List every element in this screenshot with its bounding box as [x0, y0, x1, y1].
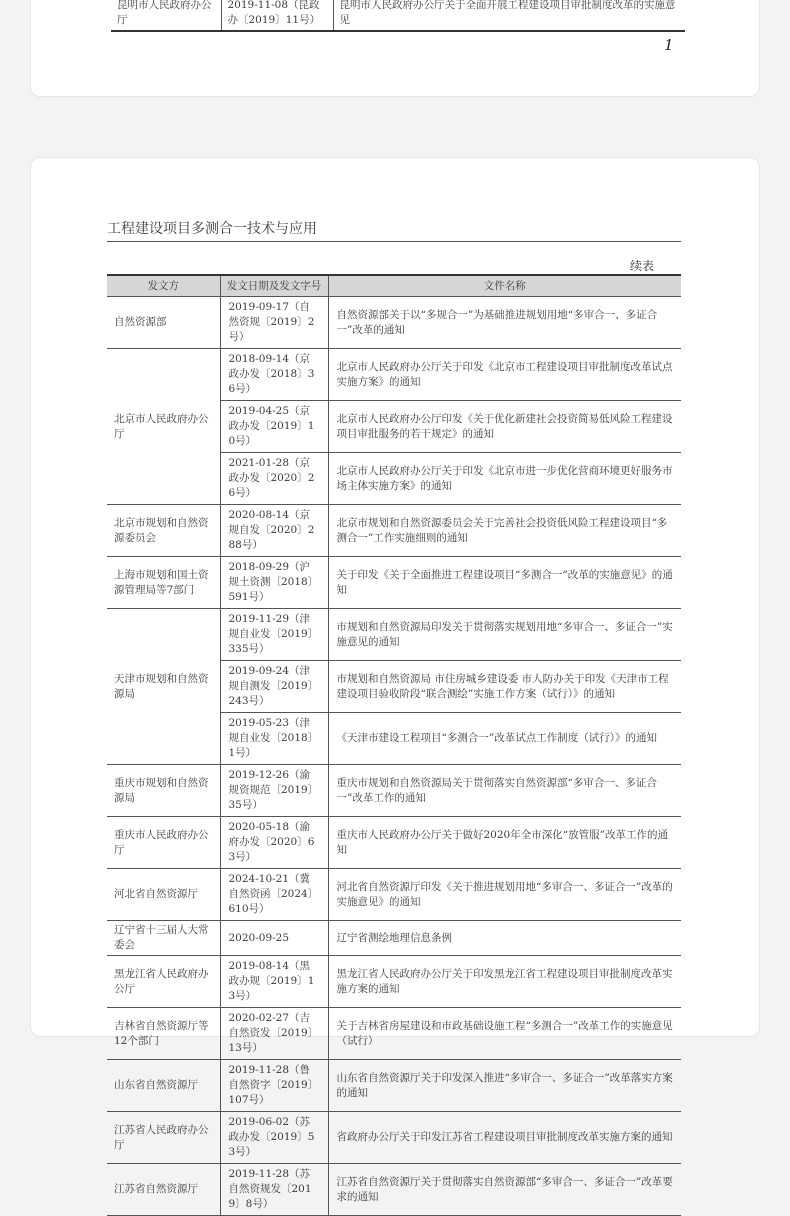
continued-label: 续表 [630, 259, 655, 273]
date-doc-cell: 2019-11-29（津规自业发〔2019〕335号） [220, 609, 328, 661]
header-date-doc: 发文日期及发文字号 [220, 275, 328, 297]
document-name-cell: 辽宁省测绘地理信息条例 [328, 921, 681, 956]
document-name-cell: 关于印发《关于全面推进工程建设项目“多测合一”改革的实施意见》的通知 [328, 557, 681, 609]
issuer-cell: 辽宁省十三届人大常委会 [107, 921, 220, 956]
date-doc-cell: 2019-04-25（京政办发〔2019〕10号） [220, 401, 328, 453]
document-name-cell: 山东省自然资源厅关于印发深入推进“多审合一、多证合一”改革落实方案的通知 [328, 1060, 681, 1112]
document-name-cell: 北京市人民政府办公厅印发《关于优化新建社会投资简易低风险工程建设项目审批服务的若干规定》的通知 [328, 401, 681, 453]
document-name-cell: 昆明市人民政府办公厅关于全面开展工程建设项目审批制度改革的实施意见 [333, 0, 685, 31]
issuer-cell: 山东省自然资源厅 [107, 1060, 220, 1112]
issuer-cell: 江苏省自然资源厅 [107, 1164, 220, 1216]
previous-page [30, 0, 760, 97]
document-name-cell: 北京市人民政府办公厅关于印发《北京市进一步优化营商环境更好服务市场主体实施方案》的通知 [328, 453, 681, 505]
issuer-cell: 昆明市人民政府办公厅 [111, 0, 221, 31]
date-doc-cell: 2021-01-28（京政办发〔2020〕26号） [220, 453, 328, 505]
document-name-cell: 自然资源部关于以“多规合一”为基础推进规划用地“多审合一、多证合一”改革的通知 [328, 297, 681, 349]
document-name-cell: 北京市规划和自然资源委员会关于完善社会投资低风险工程建设项目“多测合一”工作实施细则的通知 [328, 505, 681, 557]
page-number: 1 [664, 36, 674, 54]
table-row [107, 349, 681, 401]
date-doc-cell: 2019-09-17（自然资规〔2019〕2号） [220, 297, 328, 349]
date-doc-cell: 2020-08-14（京规自发〔2020〕288号） [220, 505, 328, 557]
document-name-cell: 《天津市建设工程项目“多测合一”改革试点工作制度（试行）》的通知 [328, 713, 681, 765]
issuer-cell: 北京市规划和自然资源委员会 [107, 505, 220, 557]
issuer-cell: 重庆市规划和自然资源局 [107, 765, 220, 817]
table-row [107, 1060, 681, 1112]
date-doc-cell: 2020-02-27（吉自然资发〔2019〕13号） [220, 1008, 328, 1060]
title-rule [107, 241, 681, 242]
table-row [107, 1112, 681, 1164]
table-row [107, 817, 681, 869]
date-doc-cell: 2019-08-14（黑政办规〔2019〕13号） [220, 956, 328, 1008]
issuer-cell: 黑龙江省人民政府办公厅 [107, 956, 220, 1008]
document-name-cell: 市规划和自然资源局 市住房城乡建设委 市人防办关于印发《天津市工程建设项目验收阶段“联合测绘”实施工作方案（试行）》的通知 [328, 661, 681, 713]
table-row [107, 609, 681, 661]
table-row [107, 505, 681, 557]
issuer-cell: 吉林省自然资源厅等12个部门 [107, 1008, 220, 1060]
issuer-cell: 自然资源部 [107, 297, 220, 349]
date-doc-cell: 2024-10-21（冀自然资函〔2024〕610号） [220, 869, 328, 921]
documents-table [107, 274, 681, 1216]
document-name-cell: 省政府办公厅关于印发江苏省工程建设项目审批制度改革实施方案的通知 [328, 1112, 681, 1164]
table-row [107, 956, 681, 1008]
document-name-cell: 江苏省自然资源厅关于贯彻落实自然资源部“多审合一、多证合一”改革要求的通知 [328, 1164, 681, 1216]
document-name-cell: 市规划和自然资源局印发关于贯彻落实规划用地“多审合一、多证合一”实施意见的通知 [328, 609, 681, 661]
header-name: 文件名称 [328, 275, 681, 297]
document-name-cell: 北京市人民政府办公厅关于印发《北京市工程建设项目审批制度改革试点实施方案》的通知 [328, 349, 681, 401]
table-row [107, 1164, 681, 1216]
document-name-cell: 重庆市人民政府办公厅关于做好2020年全市深化“放管服”改革工作的通知 [328, 817, 681, 869]
date-doc-cell: 2018-09-14（京政办发〔2018〕36号） [220, 349, 328, 401]
issuer-cell: 江苏省人民政府办公厅 [107, 1112, 220, 1164]
table-row [107, 765, 681, 817]
table-row [111, 0, 685, 31]
table-row [107, 869, 681, 921]
issuer-cell: 北京市人民政府办公厅 [107, 349, 220, 505]
date-doc-cell: 2019-11-08（昆政办〔2019〕11号） [221, 0, 333, 31]
date-doc-cell: 2020-09-25 [220, 921, 328, 956]
document-name-cell: 关于吉林省房屋建设和市政基础设施工程“多测合一”改革工作的实施意见（试行） [328, 1008, 681, 1060]
date-doc-cell: 2020-05-18（渝府办发〔2020〕63号） [220, 817, 328, 869]
date-doc-cell: 2019-05-23（津规自业发〔2018〕1号） [220, 713, 328, 765]
table-row [107, 297, 681, 349]
issuer-cell: 重庆市人民政府办公厅 [107, 817, 220, 869]
table-row [107, 1008, 681, 1060]
previous-page-table [111, 0, 685, 32]
document-name-cell: 河北省自然资源厅印发《关于推进规划用地“多审合一、多证合一”改革的实施意见》的通知 [328, 869, 681, 921]
date-doc-cell: 2019-12-26（渝规资规范〔2019〕35号） [220, 765, 328, 817]
issuer-cell: 天津市规划和自然资源局 [107, 609, 220, 765]
book-title: 工程建设项目多测合一技术与应用 [107, 221, 317, 237]
date-doc-cell: 2019-09-24（津规自测发〔2019〕243号） [220, 661, 328, 713]
header-issuer: 发文方 [107, 275, 220, 297]
table-row [107, 921, 681, 956]
date-doc-cell: 2019-11-28（鲁自然资字〔2019〕107号） [220, 1060, 328, 1112]
table-row [107, 557, 681, 609]
document-name-cell: 重庆市规划和自然资源局关于贯彻落实自然资源部“多审合一、多证合一”改革工作的通知 [328, 765, 681, 817]
document-page [30, 157, 760, 1210]
document-name-cell: 黑龙江省人民政府办公厅关于印发黑龙江省工程建设项目审批制度改革实施方案的通知 [328, 956, 681, 1008]
table-header-row [107, 275, 681, 297]
issuer-cell: 河北省自然资源厅 [107, 869, 220, 921]
issuer-cell: 上海市规划和国土资源管理局等7部门 [107, 557, 220, 609]
date-doc-cell: 2018-09-29（沪规土资测〔2018〕591号） [220, 557, 328, 609]
date-doc-cell: 2019-11-28（苏自然资规发〔2019〕8号） [220, 1164, 328, 1216]
date-doc-cell: 2019-06-02（苏政办发〔2019〕53号） [220, 1112, 328, 1164]
